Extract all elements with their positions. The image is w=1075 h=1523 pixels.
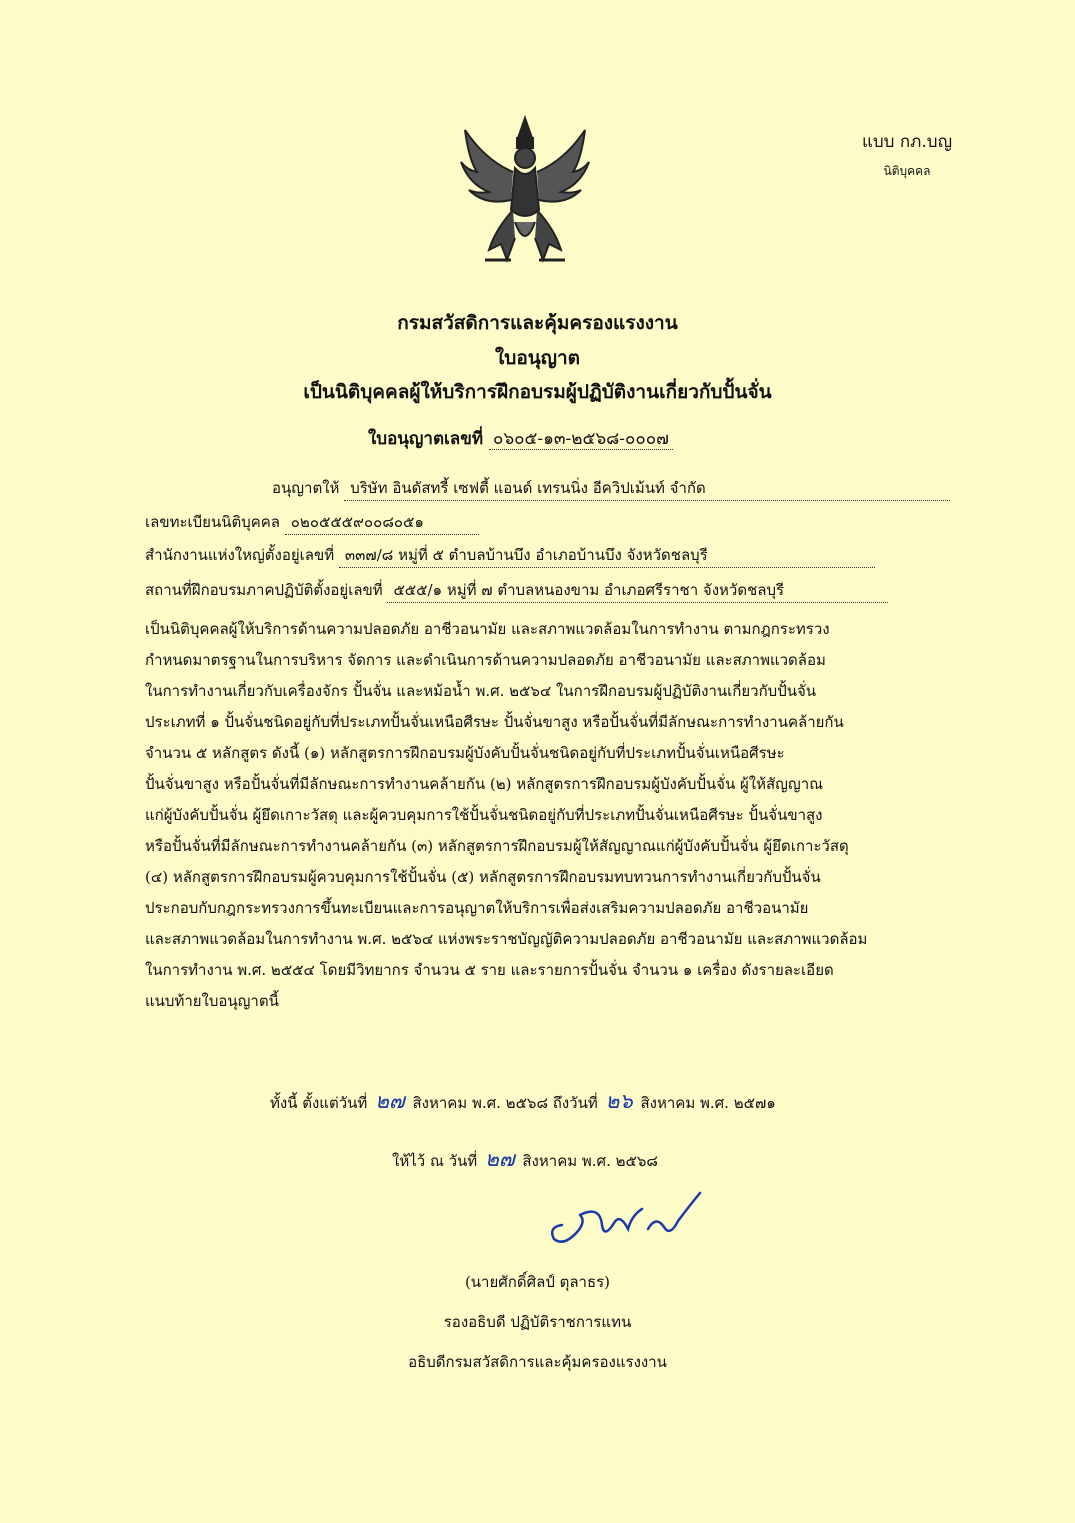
grantee-line [272,476,950,501]
training-site-line [145,578,888,603]
end-day-handwritten: ๒๖ [605,1089,633,1113]
body-line: ในการทำงานเกี่ยวกับเครื่องจักร ปั้นจั่น และหม้อน้ำ พ.ศ. ๒๕๖๔ ในการฝึกอบรมผู้ปฏิบัติงานเกี่ยวกับปั้นจั่น [145,682,817,700]
body-line: ประเภทที่ ๑ ปั้นจั่นชนิดอยู่กับที่ประเภทปั้นจั่นเหนือศีรษะ ปั้นจั่นขาสูง หรือปั้นจั่นที่มีลักษณะการทำงานคล้ายกัน [145,713,844,731]
body-line: แก่ผู้บังคับปั้นจั่น ผู้ยึดเกาะวัสดุ และผู้ควบคุมการใช้ปั้นจั่นชนิดอยู่กับที่ประเภทปั้นจั่นเหนือศีรษะ ปั้นจั่นขาสูง [145,806,823,824]
body-line: ประกอบกับกฎกระทรวงการขึ้นทะเบียนและการอนุญาตให้บริการเพื่อส่งเสริมความปลอดภัย อาชีวอนามัย [145,899,809,917]
document-subject: เป็นนิติบุคคลผู้ให้บริการฝึกอบรมผู้ปฏิบัติงานเกี่ยวกับปั้นจั่น [303,381,772,403]
document-type: ใบอนุญาต [495,347,580,369]
headquarters-label: สำนักงานแห่งใหญ่ตั้งอยู่เลขที่ [145,546,335,564]
department-title: กรมสวัสดิการและคุ้มครองแรงงาน [397,312,678,334]
garuda-emblem-icon [455,110,595,270]
headquarters-line [145,543,875,568]
issue-day-handwritten: ๒๗ [484,1147,515,1171]
signatory-name: (นายศักดิ์ศิลป์ ตุลาธร) [464,1273,611,1291]
signatory-position: รองอธิบดี ปฏิบัติราชการแทน [443,1313,632,1331]
grantee-label: อนุญาตให้ [272,479,340,497]
body-line: จำนวน ๕ หลักสูตร ดังนี้ (๑) หลักสูตรการฝึกอบรมผู้บังคับปั้นจั่นชนิดอยู่กับที่ประเภทปั้นจั่นเหนือศีรษะ [145,744,785,762]
grantee-name: บริษัท อินดัสทรี้ เซฟตี้ แอนด์ เทรนนิ่ง อีควิปเม้นท์ จำกัด [344,476,950,501]
issue-date [392,1143,658,1176]
form-code: แบบ กภ.บญ [861,132,953,152]
start-rest: สิงหาคม พ.ศ. ๒๕๖๘ ถึงวันที่ [412,1094,598,1112]
license-number: ๐๖๐๕-๑๓-๒๕๖๘-๐๐๐๗ [489,429,673,450]
end-rest: สิงหาคม พ.ศ. ๒๕๗๑ [640,1094,776,1112]
start-day-handwritten: ๒๗ [375,1089,405,1113]
license-number-label: ใบอนุญาตเลขที่ [368,429,484,449]
headquarters-address: ๓๓๗/๘ หมู่ที่ ๕ ตำบลบ้านบึง อำเภอบ้านบึง จังหวัดชลบุรี [339,543,875,568]
training-site-address: ๕๕๕/๑ หมู่ที่ ๗ ตำบลหนองขาม อำเภอศรีราชา จังหวัดชลบุรี [387,578,888,603]
signature [540,1185,720,1260]
body-line: แนบท้ายใบอนุญาตนี้ [145,992,279,1010]
registration-line [145,510,479,535]
issue-rest: สิงหาคม พ.ศ. ๒๕๖๘ [522,1152,658,1170]
license-number-line [368,425,673,452]
body-line: (๔) หลักสูตรการฝึกอบรมผู้ควบคุมการใช้ปั้นจั่น (๕) หลักสูตรการฝึกอบรมทบทวนการทำงานเกี่ยวกับปั้นจั่น [145,868,821,886]
license-body [145,614,961,1017]
registration-label: เลขทะเบียนนิติบุคคล [145,513,280,531]
body-line: เป็นนิติบุคคลผู้ให้บริการด้านความปลอดภัย อาชีวอนามัย และสภาพแวดล้อมในการทำงาน ตามกฎกระทรวง [145,620,830,638]
body-line: กำหนดมาตรฐานในการบริหาร จัดการ และดำเนินการด้านความปลอดภัย อาชีวอนามัย และสภาพแวดล้อม [145,651,826,669]
body-line: ปั้นจั่นขาสูง หรือปั้นจั่นที่มีลักษณะการทำงานคล้ายกัน (๒) หลักสูตรการฝึกอบรมผู้บังคับปั้นจั่น ผู้ให้สัญญาณ [145,775,824,793]
validity-prefix: ทั้งนี้ ตั้งแต่วันที่ [270,1094,368,1112]
body-line: ในการทำงาน พ.ศ. ๒๕๕๔ โดยมีวิทยากร จำนวน ๕ ราย และรายการปั้นจั่น จำนวน ๑ เครื่อง ดังรายละเอียด [145,961,834,979]
validity-period [270,1085,776,1118]
issue-prefix: ให้ไว้ ณ วันที่ [392,1152,478,1170]
body-line: หรือปั้นจั่นที่มีลักษณะการทำงานคล้ายกัน (๓) หลักสูตรการฝึกอบรมผู้ให้สัญญาณแก่ผู้บังคับปั้นจั่น ผู้ยึดเกาะวัสดุ [145,837,849,855]
registration-number: ๐๒๐๕๕๕๙๐๐๘๐๕๑ [285,510,479,535]
signatory-organization: อธิบดีกรมสวัสดิการและคุ้มครองแรงงาน [408,1353,667,1371]
form-subtitle: นิติบุคคล [883,164,931,178]
body-line: และสภาพแวดล้อมในการทำงาน พ.ศ. ๒๕๖๔ แห่งพระราชบัญญัติความปลอดภัย อาชีวอนามัย และสภาพแวดล้อม [145,930,868,948]
training-site-label: สถานที่ฝึกอบรมภาคปฏิบัติตั้งอยู่เลขที่ [145,581,383,599]
